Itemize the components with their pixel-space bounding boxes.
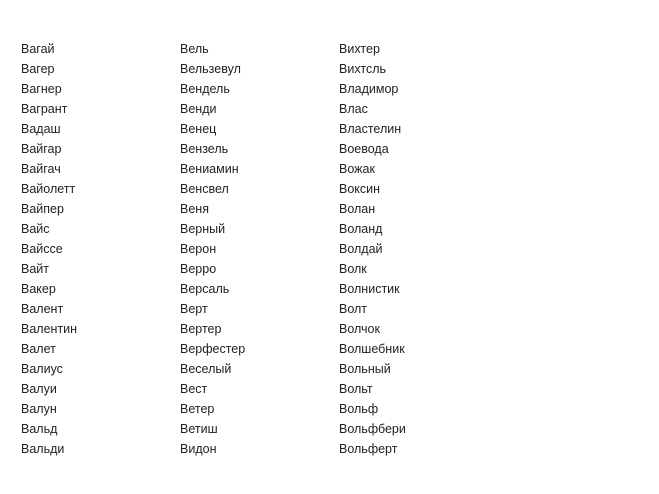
name-item: Вест: [180, 382, 208, 396]
name-item: Волан: [339, 202, 376, 216]
name-item: Вайпер: [21, 202, 64, 216]
name-item: Воксин: [339, 182, 381, 196]
name-item: Вельзевул: [180, 62, 241, 76]
name-item: Ветиш: [180, 422, 218, 436]
name-item: Вожак: [339, 162, 375, 176]
name-item: Вайгач: [21, 162, 61, 176]
name-item: Вакер: [21, 282, 56, 296]
name-item: Валентин: [21, 322, 78, 336]
name-item: Владимор: [339, 82, 399, 96]
name-item: Вагрант: [21, 102, 68, 116]
name-item: Вольф: [339, 402, 379, 416]
name-item: Верный: [180, 222, 226, 236]
name-item: Вагнер: [21, 82, 62, 96]
name-item: Вольферт: [339, 442, 398, 456]
name-item: Вертер: [180, 322, 222, 336]
name-item: Волдай: [339, 242, 383, 256]
name-item: Влас: [339, 102, 368, 116]
name-column-1: [21, 39, 77, 459]
name-item: Вольт: [339, 382, 373, 396]
name-item: Вайгар: [21, 142, 62, 156]
name-item: Веня: [180, 202, 209, 216]
name-item: Венсвел: [180, 182, 229, 196]
name-item: Воланд: [339, 222, 383, 236]
name-item: Волк: [339, 262, 367, 276]
name-item: Вагай: [21, 42, 55, 56]
name-column-3: [339, 39, 406, 459]
name-item: Ветер: [180, 402, 215, 416]
name-item: Вольфбери: [339, 422, 406, 436]
name-item: Валун: [21, 402, 57, 416]
name-item: Волшебник: [339, 342, 405, 356]
name-item: Верфестер: [180, 342, 246, 356]
name-item: Видон: [180, 442, 217, 456]
name-item: Валиус: [21, 362, 63, 376]
name-item: Валуи: [21, 382, 57, 396]
name-item: Версаль: [180, 282, 230, 296]
name-item: Валет: [21, 342, 56, 356]
name-item: Веселый: [180, 362, 232, 376]
name-item: Волнистик: [339, 282, 400, 296]
name-item: Венди: [180, 102, 217, 116]
name-item: Волт: [339, 302, 368, 316]
name-item: Верро: [180, 262, 217, 276]
name-item: Верон: [180, 242, 217, 256]
name-item: Воевода: [339, 142, 389, 156]
name-item: Вайс: [21, 222, 50, 236]
name-item: Вайолетт: [21, 182, 76, 196]
name-item: Венец: [180, 122, 217, 136]
name-column-2: [180, 39, 245, 459]
name-item: Властелин: [339, 122, 402, 136]
name-item: Вольный: [339, 362, 391, 376]
name-item: Верт: [180, 302, 208, 316]
name-item: Вендель: [180, 82, 230, 96]
name-item: Вель: [180, 42, 209, 56]
name-item: Вензель: [180, 142, 229, 156]
name-item: Вадаш: [21, 122, 61, 136]
name-item: Вайссе: [21, 242, 63, 256]
name-item: Вихтсль: [339, 62, 387, 76]
name-item: Вальди: [21, 442, 65, 456]
name-item: Вихтер: [339, 42, 380, 56]
name-item: Вениамин: [180, 162, 239, 176]
name-item: Вайт: [21, 262, 49, 276]
name-item: Валент: [21, 302, 64, 316]
name-item: Вагер: [21, 62, 55, 76]
name-item: Вальд: [21, 422, 58, 436]
name-item: Волчок: [339, 322, 380, 336]
